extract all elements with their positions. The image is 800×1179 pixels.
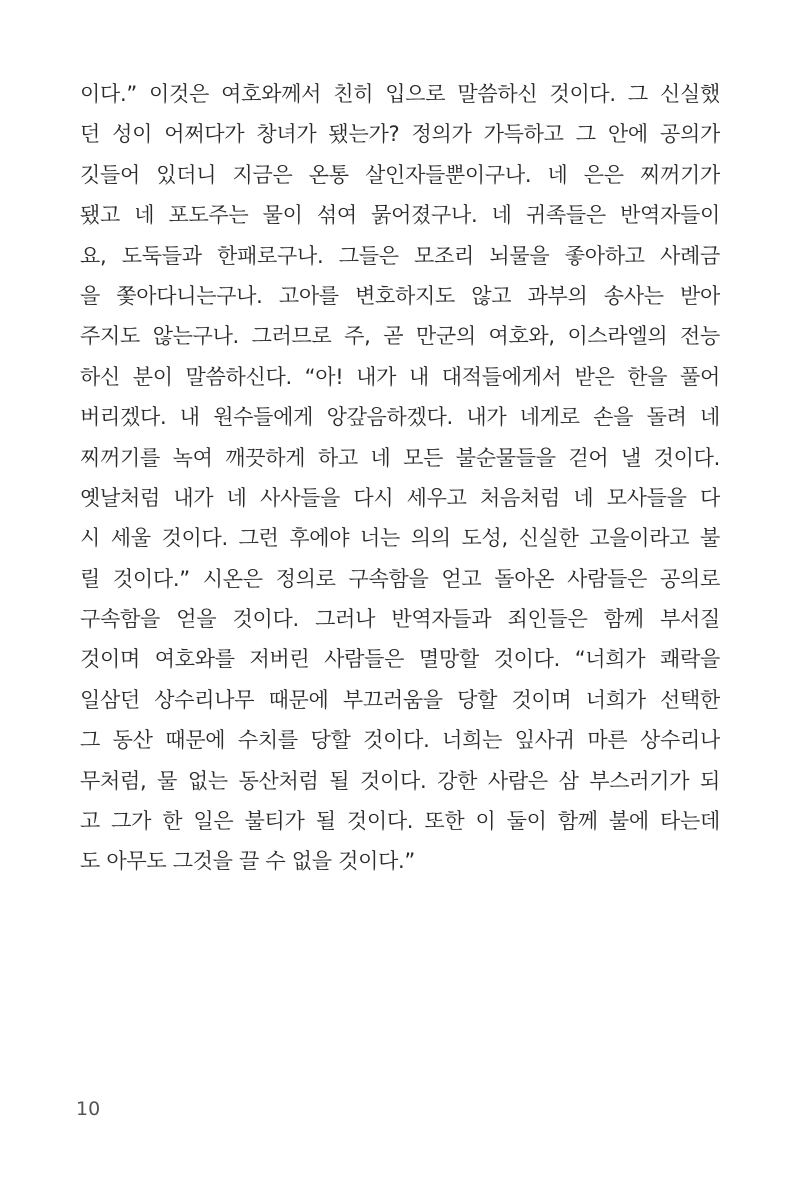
- text-line: 시 세울 것이다. 그런 후에야 너는 의의 도성, 신실한 고을이라고 불: [80, 526, 720, 551]
- text-line: 주지도 않는구나. 그러므로 주, 곧 만군의 여호와, 이스라엘의 전능: [80, 324, 720, 349]
- text-line: 이다.” 이것은 여호와께서 친히 입으로 말씀하신 것이다. 그 신실했: [80, 82, 720, 106]
- text-line: 것이며 여호와를 저버린 사람들은 멸망할 것이다. “너희가 쾌락을: [80, 647, 720, 672]
- text-line: 버리겠다. 내 원수들에게 앙갚음하겠다. 내가 네게로 손을 돌려 네: [80, 405, 720, 430]
- text-line: 고 그가 한 일은 불티가 될 것이다. 또한 이 둘이 함께 불에 타는데: [80, 809, 720, 834]
- text-line: 그 동산 때문에 수치를 당할 것이다. 너희는 잎사귀 마른 상수리나: [80, 728, 720, 753]
- text-line: 던 성이 어쩌다가 창녀가 됐는가? 정의가 가득하고 그 안에 공의가: [80, 122, 720, 147]
- text-line: 을 쫓아다니는구나. 고아를 변호하지도 않고 과부의 송사는 받아: [80, 283, 720, 308]
- text-line: 릴 것이다.” 시온은 정의로 구속함을 얻고 돌아온 사람들은 공의로: [80, 566, 720, 591]
- text-line: 요, 도둑들과 한패로구나. 그들은 모조리 뇌물을 좋아하고 사례금: [80, 243, 720, 268]
- text-line: 일삼던 상수리나무 때문에 부끄러움을 당할 것이며 너희가 선택한: [80, 687, 720, 712]
- body-text: [80, 74, 720, 882]
- page-number: 10: [76, 1098, 101, 1120]
- text-line: 구속함을 얻을 것이다. 그러나 반역자들과 죄인들은 함께 부서질: [80, 607, 720, 632]
- text-line: 도 아무도 그것을 끌 수 없을 것이다.”: [80, 849, 416, 874]
- text-line: 됐고 네 포도주는 물이 섞여 묽어졌구나. 네 귀족들은 반역자들이: [80, 203, 720, 228]
- text-line: 옛날처럼 내가 네 사사들을 다시 세우고 처음처럼 네 모사들을 다: [80, 485, 720, 510]
- text-line: 무처럼, 물 없는 동산처럼 될 것이다. 강한 사람은 삼 부스러기가 되: [80, 768, 720, 793]
- text-line: 하신 분이 말씀하신다. “아! 내가 내 대적들에게서 받은 한을 풀어: [80, 364, 720, 389]
- text-line: 찌꺼기를 녹여 깨끗하게 하고 네 모든 불순물들을 걷어 낼 것이다.: [80, 445, 720, 470]
- text-line: 깃들어 있더니 지금은 온통 살인자들뿐이구나. 네 은은 찌꺼기가: [80, 162, 720, 187]
